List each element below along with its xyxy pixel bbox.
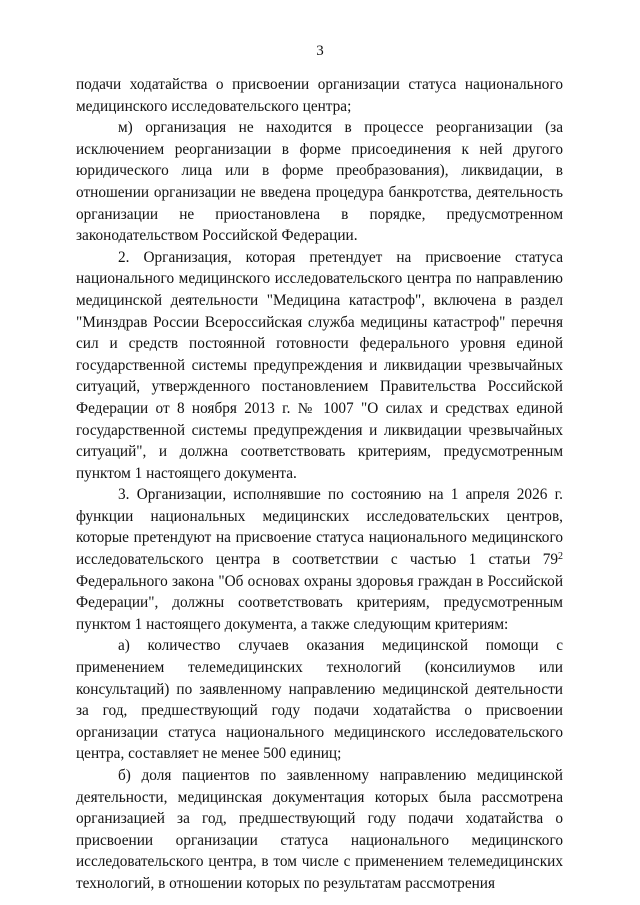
paragraph-item-m: м) организация не находится в процессе реорганизации (за исключением реорганизации в форме присоединения к ней другого юридического лица или в форме преобразования), ликвидации, в отношении организации не введена процедура банкротства, деятельность организации не приостановлена в порядке, предусмотренном законодательством Российской Федерации. — [76, 119, 563, 245]
paragraph-item-a: а) количество случаев оказания медицинской помощи с применением телемедицинских технологий (консилиумов или консультаций) по заявленному направлению медицинской деятельности за год, предшествующий году подачи ходатайства о присвоении организации статуса национального медицинского исследовательского центра, составляет не менее 500 единиц; — [76, 637, 563, 763]
paragraph-3-text-end: Федерального закона "Об основах охраны здоровья граждан в Российской Федерации", должны соответствовать критериям, предусмотренным пунктом 1 настоящего документа, а также следующим критериям: — [76, 572, 563, 633]
paragraph-3 — [76, 484, 563, 635]
paragraph-2: 2. Организация, которая претендует на присвоение статуса национального медицинского исследовательского центра по направлению медицинской деятельности "Медицина катастроф", включена в раздел "Минздрав России Всероссийская служба медицины катастроф" перечня сил и средств постоянной готовности федерального уровня единой государственной системы предупреждения и ликвидации чрезвычайных ситуаций, утвержденного постановлением Правительства Российской Федерации от 8 ноября 2013 г. № 1007 "О силах и средствах единой государственной системы предупреждения и ликвидации чрезвычайных ситуаций", и должна соответствовать критериям, предусмотренным пунктом 1 настоящего документа. — [76, 248, 563, 482]
paragraph-continuation: подачи ходатайства о присвоении организации статуса национального медицинского исследовательского центра; — [76, 76, 563, 115]
page-number: 3 — [316, 43, 324, 59]
paragraph-3-text-start: 3. Организации, исполнявшие по состоянию на 1 апреля 2026 г. функции национальных медицинских исследовательских центров, которые претендуют на присвоение статуса национального медицинского исследовательского центра в соответствии с частью 1 статьи 79 — [76, 486, 563, 569]
article-superscript: 2 — [558, 551, 563, 563]
paragraph-item-b: б) доля пациентов по заявленному направлению медицинской деятельности, медицинская документация которых была рассмотрена организацией за год, предшествующий году подачи ходатайства о присвоении организации статуса национального медицинского исследовательского центра, в том числе с применением телемедицинских технологий, в отношении которых по результатам рассмотрения — [76, 767, 563, 892]
document-body — [76, 74, 563, 895]
